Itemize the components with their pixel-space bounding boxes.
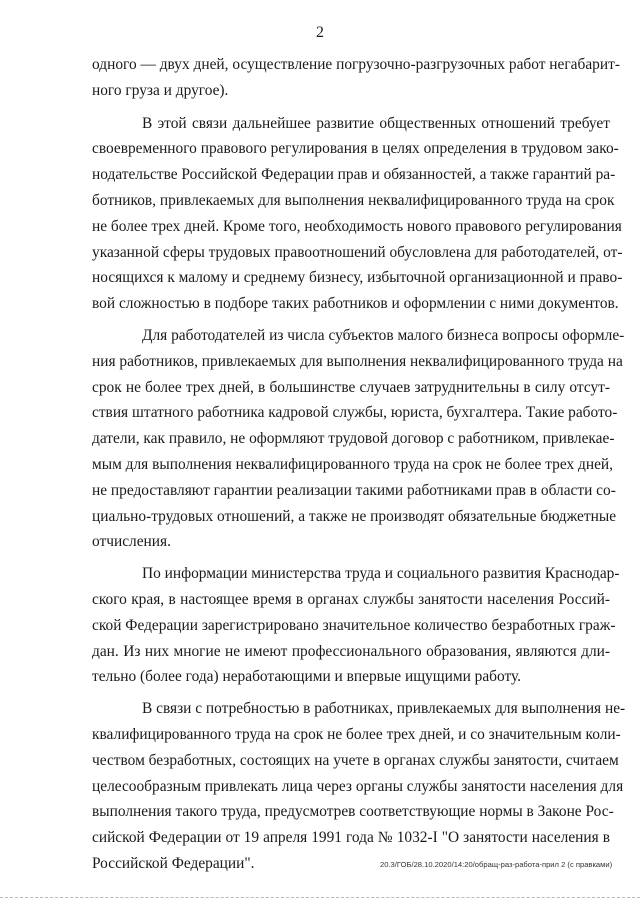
text-line: нодательстве Российской Федерации прав и обязанностей, а также гарантий ра- — [92, 166, 616, 184]
text-line: не предоставляют гарантии реализации такими работниками прав в области со- — [92, 481, 616, 499]
text-line: отчисления. — [92, 533, 171, 551]
text-line: мым для выполнения неквалифицированного труда на срок не более трех дней, — [92, 455, 613, 473]
paragraph — [92, 696, 626, 877]
text-line: тельно (более года) неработающими и впервые ищущими работу. — [92, 668, 522, 686]
text-line: квалифицированного труда на срок не более трех дней, и со значительным коли- — [92, 725, 621, 743]
text-line: ного груза и другое). — [92, 81, 229, 99]
text-line: ствия штатного работника кадровой службы, юриста, бухгалтера. Такие работо- — [92, 404, 618, 422]
text-line: Для работодателей из числа субъектов малого бизнеса вопросы оформле- — [142, 326, 625, 344]
text-line: выполнения такого труда, предусмотрев соответствующие нормы в Законе Рос- — [92, 803, 614, 821]
text-line: срок не более трех дней, в большинстве случаев затруднительны в силу отсут- — [92, 378, 610, 396]
text-line: ния работников, привлекаемых для выполнения неквалифицированного труда на — [92, 352, 623, 370]
text-line: ского края, в настоящее время в органах службы занятости населения Россий- — [92, 590, 610, 608]
text-line: указанной сферы трудовых правоотношений обусловлена для работодателей, от- — [92, 243, 623, 261]
text-line: целесообразным привлекать лица через органы службы занятости населения для — [92, 777, 624, 795]
text-line: ской Федерации зарегистрировано значительное количество безработных граж- — [92, 616, 616, 634]
paragraph — [92, 52, 620, 104]
file-path-stamp: 20.3/ГОБ/28.10.2020/14:20/обращ-раз-работа-прил 2 (с правками) — [380, 860, 613, 869]
text-line: ботников, привлекаемых для выполнения неквалифицированного труда на срок — [92, 191, 615, 209]
paragraph — [92, 111, 623, 317]
text-line: носящихся к малому и среднему бизнесу, избыточной организационной и право- — [92, 269, 623, 287]
text-line: своевременного правового регулирования в целях определения в трудовом зако- — [92, 140, 619, 158]
text-line: По информации министерства труда и социального развития Краснодар- — [142, 565, 620, 583]
document-body — [92, 52, 626, 877]
text-line: датели, как правило, не оформляют трудовой договор с работником, привлекае- — [92, 430, 615, 448]
text-line: сийской Федерации от 19 апреля 1991 года № 1032-I "О занятости населения в — [92, 829, 610, 847]
text-line: не более трех дней. Кроме того, необходимость нового правового регулирования — [92, 217, 622, 235]
text-line: Российской Федерации". — [92, 854, 255, 872]
text-line: дан. Из них многие не имеют профессионального образования, являются дли- — [92, 642, 610, 660]
scan-edge-line — [0, 897, 640, 899]
page-number: 2 — [316, 24, 324, 41]
text-line: В связи с потребностью в работниках, привлекаемых для выполнения не- — [142, 700, 626, 718]
text-line: чеством безработных, состоящих на учете в органах службы занятости, считаем — [92, 751, 619, 769]
text-line: В этой связи дальнейшее развитие общественных отношений требует — [142, 114, 610, 132]
paragraph — [92, 561, 620, 690]
paragraph — [92, 323, 625, 555]
text-line: одного — двух дней, осуществление погрузочно-разгрузочных работ негабарит- — [92, 56, 620, 73]
text-line: вой сложностью в подборе таких работников и оформлении с ними документов. — [92, 295, 619, 313]
text-line: циально-трудовых отношений, а также не производят обязательные бюджетные — [92, 507, 617, 525]
